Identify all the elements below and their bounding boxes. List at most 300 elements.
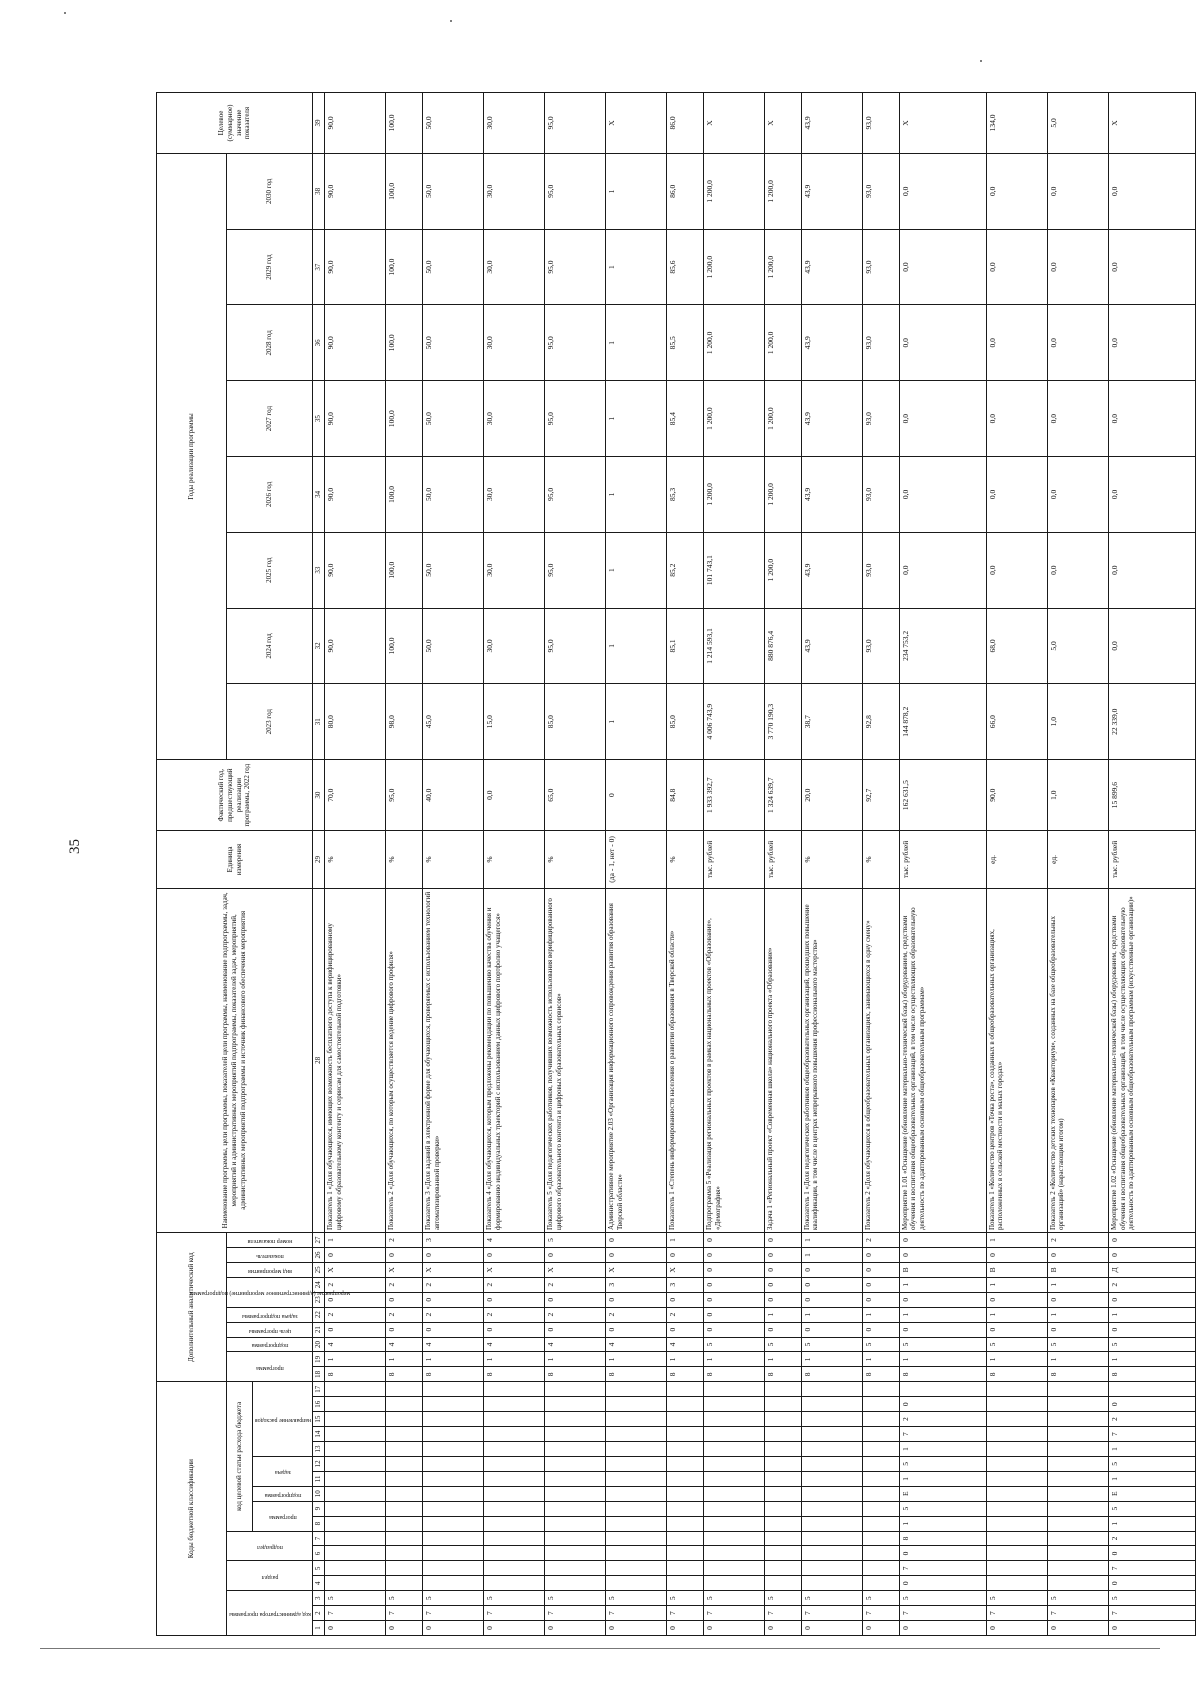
code-cell: Х (422, 1262, 483, 1277)
code-cell (483, 1576, 544, 1591)
code-cell: 0 (703, 1277, 764, 1292)
code-cell (544, 1412, 605, 1427)
code-cell: 8 (605, 1367, 666, 1382)
code-cell: 5 (544, 1233, 605, 1248)
code-cell: Х (667, 1262, 704, 1277)
code-cell: 7 (862, 1606, 899, 1621)
code-cell (483, 1427, 544, 1442)
row-year-value: 90,0 (325, 229, 386, 305)
code-cell: 5 (899, 1456, 986, 1471)
row-name: Показатель 3 «Доля заданий в электронной форме для обучающихся, проверяемых с использованием технологий автоматизированной проверки» (422, 888, 483, 1232)
code-cell: 0 (764, 1233, 801, 1248)
code-cell (386, 1471, 423, 1486)
code-cell (703, 1561, 764, 1576)
row-year-value: 85,2 (667, 532, 704, 608)
code-cell: 0 (667, 1621, 704, 1636)
code-cell: 7 (1108, 1561, 1195, 1576)
column-number-4: 4 (313, 1576, 325, 1591)
row-year-value: 30,0 (483, 381, 544, 457)
row-year-value: 1 200,0 (703, 153, 764, 229)
code-cell (986, 1397, 1047, 1412)
code-cell (667, 1382, 704, 1397)
header-year-7: 2029 год (227, 229, 313, 305)
column-number-37: 37 (313, 229, 325, 305)
row-year-value: 50,0 (422, 457, 483, 533)
column-number-30: 30 (313, 760, 325, 831)
table-row (801, 93, 862, 1636)
code-cell: 5 (1047, 1591, 1108, 1606)
row-year-value: 0,0 (986, 457, 1047, 533)
code-cell: 1 (899, 1352, 986, 1367)
code-cell (605, 1382, 666, 1397)
row-year-value: 85,5 (667, 305, 704, 381)
code-cell (386, 1561, 423, 1576)
row-year-value: 90,0 (325, 381, 386, 457)
code-cell (544, 1516, 605, 1531)
code-cell (986, 1531, 1047, 1546)
code-cell (386, 1531, 423, 1546)
code-cell (862, 1456, 899, 1471)
row-year-value: 95,0 (544, 608, 605, 684)
code-cell: 1 (544, 1352, 605, 1367)
code-cell: 5 (667, 1591, 704, 1606)
code-cell (764, 1412, 801, 1427)
column-number-7: 7 (313, 1531, 325, 1546)
code-cell (862, 1501, 899, 1516)
row-year-value: 93,0 (862, 229, 899, 305)
row-year-value: 1 200,0 (764, 153, 801, 229)
code-cell: В (986, 1262, 1047, 1277)
row-year-value: 0,0 (899, 229, 986, 305)
code-cell: 1 (899, 1277, 986, 1292)
code-cell (986, 1427, 1047, 1442)
code-cell (703, 1501, 764, 1516)
code-cell: 8 (862, 1367, 899, 1382)
row-fact-value: 20,0 (801, 760, 862, 831)
row-year-value: 50,0 (422, 608, 483, 684)
code-cell: 5 (1047, 1337, 1108, 1352)
code-cell: 1 (1108, 1352, 1195, 1367)
row-year-value: 80,0 (325, 684, 386, 760)
code-cell: 1 (801, 1233, 862, 1248)
code-cell (1047, 1412, 1108, 1427)
column-number-16: 16 (313, 1397, 325, 1412)
row-year-value: 43,9 (801, 608, 862, 684)
code-cell (483, 1456, 544, 1471)
code-cell: 1 (986, 1307, 1047, 1322)
code-cell: 0 (703, 1262, 764, 1277)
row-fact-value: 70,0 (325, 760, 386, 831)
code-cell: 5 (764, 1591, 801, 1606)
row-unit: % (325, 831, 386, 888)
code-cell (764, 1576, 801, 1591)
code-cell: 1 (801, 1307, 862, 1322)
column-number-36: 36 (313, 305, 325, 381)
column-number-38: 38 (313, 153, 325, 229)
rotated-table-sheet (156, 92, 1196, 1636)
column-number-27: 27 (313, 1233, 325, 1248)
code-cell: В (1047, 1262, 1108, 1277)
code-cell: 8 (325, 1367, 386, 1382)
row-year-value: 93,0 (862, 153, 899, 229)
code-cell (422, 1486, 483, 1501)
row-fact-value: 40,0 (422, 760, 483, 831)
row-unit: % (386, 831, 423, 888)
code-cell: 2 (422, 1277, 483, 1292)
row-year-value: 0,0 (986, 305, 1047, 381)
row-year-value: 0,0 (899, 457, 986, 533)
row-year-value: 0,0 (899, 305, 986, 381)
code-cell (544, 1456, 605, 1471)
code-cell: 8 (703, 1367, 764, 1382)
table-row (899, 93, 986, 1636)
code-cell: 0 (862, 1277, 899, 1292)
code-cell: 3 (422, 1233, 483, 1248)
code-cell (422, 1531, 483, 1546)
code-cell: 1 (986, 1233, 1047, 1248)
row-year-value: 93,0 (862, 608, 899, 684)
code-cell (605, 1397, 666, 1412)
code-cell (703, 1516, 764, 1531)
column-number-3: 3 (313, 1591, 325, 1606)
row-year-value: 1 (605, 532, 666, 608)
row-year-value: 68,0 (986, 608, 1047, 684)
row-unit: % (544, 831, 605, 888)
code-cell: 0 (422, 1621, 483, 1636)
code-cell: 7 (386, 1606, 423, 1621)
code-cell: 2 (386, 1307, 423, 1322)
column-number-23: 23 (313, 1292, 325, 1307)
row-year-value: 0,0 (986, 153, 1047, 229)
row-year-value: 43,9 (801, 153, 862, 229)
code-cell: 1 (899, 1307, 986, 1322)
code-cell (422, 1397, 483, 1412)
row-year-value: 0,0 (1047, 153, 1108, 229)
code-cell (1047, 1531, 1108, 1546)
column-number-22: 22 (313, 1307, 325, 1322)
code-cell (862, 1531, 899, 1546)
row-year-value: 22 339,0 (1108, 684, 1195, 760)
row-year-value: 90,0 (325, 532, 386, 608)
code-cell: 1 (1108, 1442, 1195, 1457)
row-target-value: Х (703, 93, 764, 154)
header-year-4: 2026 год (227, 457, 313, 533)
header-an-goal: цель программы (227, 1322, 313, 1337)
code-cell: 2 (483, 1307, 544, 1322)
code-cell: Х (544, 1262, 605, 1277)
code-cell: 1 (899, 1516, 986, 1531)
code-cell: 8 (764, 1367, 801, 1382)
header-unit: Единица измерения (157, 831, 313, 888)
table-row (986, 93, 1047, 1636)
code-cell: 4 (667, 1337, 704, 1352)
row-year-value: 100,0 (386, 229, 423, 305)
code-cell: 0 (544, 1247, 605, 1262)
code-cell: Х (605, 1262, 666, 1277)
code-cell: 1 (483, 1352, 544, 1367)
code-cell: 1 (1108, 1516, 1195, 1531)
code-cell (1047, 1442, 1108, 1457)
code-cell (605, 1576, 666, 1591)
code-cell (667, 1486, 704, 1501)
header-year-1: 2023 год (227, 684, 313, 760)
table-row (325, 93, 386, 1636)
code-cell (986, 1412, 1047, 1427)
code-cell: 0 (1108, 1233, 1195, 1248)
code-cell (667, 1456, 704, 1471)
code-cell (325, 1576, 386, 1591)
row-year-value: 50,0 (422, 305, 483, 381)
code-cell (483, 1397, 544, 1412)
code-cell (862, 1397, 899, 1412)
header-an-measure: мероприятие (административное мероприятие) подпрограммы (227, 1277, 313, 1307)
row-year-value: 93,0 (862, 532, 899, 608)
row-year-value: 95,0 (544, 153, 605, 229)
code-cell: 8 (386, 1367, 423, 1382)
code-cell (422, 1427, 483, 1442)
code-cell: 0 (544, 1292, 605, 1307)
row-name: Мероприятие 1.02 «Оснащение (обновление материально-технической базы) оборудованием, средствами обучения и воспитания общеобразовательных организаций, в том числе осуществляющих образовательную деятельность по адаптированным основным общеобразовательным программам (искусственные организации)» (1108, 888, 1195, 1232)
code-cell (1047, 1382, 1108, 1397)
row-year-value: 90,0 (325, 153, 386, 229)
code-cell (325, 1501, 386, 1516)
code-cell: 0 (986, 1292, 1047, 1307)
code-cell (801, 1546, 862, 1561)
code-cell (544, 1486, 605, 1501)
table-row (703, 93, 764, 1636)
row-fact-value: 90,0 (986, 760, 1047, 831)
code-cell: 5 (1108, 1591, 1195, 1606)
row-year-value: 1 200,0 (703, 305, 764, 381)
row-unit: % (422, 831, 483, 888)
code-cell (386, 1516, 423, 1531)
code-cell: 7 (483, 1606, 544, 1621)
row-target-value: 90,0 (325, 93, 386, 154)
code-cell (862, 1546, 899, 1561)
code-cell: 4 (483, 1337, 544, 1352)
row-name: Показатель 2 «Количество детских технопарков «Кванториум», созданных на базе общеобразовательных организаций» (нарастающим итогом) (1047, 888, 1108, 1232)
code-cell (801, 1531, 862, 1546)
code-cell: 1 (605, 1352, 666, 1367)
row-year-value: 0,0 (986, 229, 1047, 305)
code-cell (801, 1471, 862, 1486)
row-year-value: 30,0 (483, 532, 544, 608)
code-cell: 7 (899, 1427, 986, 1442)
table-row (764, 93, 801, 1636)
row-year-value: 85,3 (667, 457, 704, 533)
row-target-value: 86,0 (667, 93, 704, 154)
row-year-value: 234 753,2 (899, 608, 986, 684)
column-number-1: 1 (313, 1621, 325, 1636)
code-cell: 0 (862, 1262, 899, 1277)
row-year-value: 1 (605, 684, 666, 760)
code-cell (605, 1546, 666, 1561)
code-cell: 2 (1108, 1412, 1195, 1427)
code-cell (422, 1382, 483, 1397)
code-cell (483, 1412, 544, 1427)
code-cell: 7 (801, 1606, 862, 1621)
code-cell (986, 1442, 1047, 1457)
code-cell (764, 1442, 801, 1457)
program-table (156, 92, 1196, 1636)
code-cell (325, 1516, 386, 1531)
column-number-8: 8 (313, 1516, 325, 1531)
code-cell: 0 (605, 1247, 666, 1262)
code-cell (899, 1382, 986, 1397)
column-number-13: 13 (313, 1442, 325, 1457)
code-cell: 4 (483, 1233, 544, 1248)
code-cell: 5 (422, 1591, 483, 1606)
code-cell (605, 1442, 666, 1457)
row-name: Административное мероприятие 2.03 «Организация информационного сопровождения развития образования Тверской области» (605, 888, 666, 1232)
code-cell: 5 (483, 1591, 544, 1606)
row-fact-value: 95,0 (386, 760, 423, 831)
row-name: Показатель 2 «Доля обучающихся в общеобразовательных организациях, занимающихся в одну смену» (862, 888, 899, 1232)
code-cell (325, 1486, 386, 1501)
code-cell (386, 1501, 423, 1516)
code-cell (801, 1576, 862, 1591)
code-cell (605, 1427, 666, 1442)
code-cell: 0 (764, 1292, 801, 1307)
row-unit: тыс. рублей (1108, 831, 1195, 888)
code-cell: 0 (801, 1262, 862, 1277)
row-year-value: 0,0 (1108, 153, 1195, 229)
code-cell: 0 (667, 1247, 704, 1262)
code-cell (703, 1531, 764, 1546)
code-cell (986, 1546, 1047, 1561)
row-name: Показатель 1 «Доля обучающихся, имеющих возможность бесплатного доступа к верифицированному цифровому образовательному контенту и сервисам для самостоятельной подготовки» (325, 888, 386, 1232)
column-number-12: 12 (313, 1456, 325, 1471)
code-cell (801, 1516, 862, 1531)
code-cell: 2 (544, 1307, 605, 1322)
column-number-9: 9 (313, 1501, 325, 1516)
code-cell: 0 (1047, 1322, 1108, 1337)
code-cell: 1 (1108, 1307, 1195, 1322)
column-number-17: 17 (313, 1382, 325, 1397)
code-cell: 0 (483, 1292, 544, 1307)
code-cell: 0 (483, 1247, 544, 1262)
code-cell (544, 1471, 605, 1486)
row-year-value: 30,0 (483, 457, 544, 533)
row-unit: тыс. рублей (764, 831, 801, 888)
code-cell (764, 1531, 801, 1546)
row-year-value: 90,0 (325, 608, 386, 684)
code-cell: 7 (605, 1606, 666, 1621)
code-cell: 2 (483, 1277, 544, 1292)
row-year-value: 1 200,0 (764, 457, 801, 533)
code-cell (986, 1456, 1047, 1471)
column-number-18: 18 (313, 1367, 325, 1382)
code-cell: 0 (801, 1621, 862, 1636)
row-fact-value: 65,0 (544, 760, 605, 831)
row-name: Показатель 2 «Доля обучающихся, по которым осуществляется ведение цифрового профиля» (386, 888, 423, 1232)
code-cell (422, 1501, 483, 1516)
code-cell (703, 1382, 764, 1397)
code-cell (801, 1412, 862, 1427)
code-cell (986, 1382, 1047, 1397)
row-year-value: 43,9 (801, 381, 862, 457)
code-cell (703, 1427, 764, 1442)
code-cell (386, 1397, 423, 1412)
code-cell: 0 (544, 1621, 605, 1636)
code-cell: 5 (986, 1337, 1047, 1352)
code-cell (764, 1486, 801, 1501)
code-cell: 0 (605, 1621, 666, 1636)
code-cell (544, 1427, 605, 1442)
code-cell (862, 1516, 899, 1531)
code-cell: 0 (862, 1621, 899, 1636)
scan-speck (980, 60, 982, 62)
code-cell (986, 1471, 1047, 1486)
code-cell: 4 (544, 1337, 605, 1352)
code-cell (862, 1561, 899, 1576)
code-cell: 0 (801, 1292, 862, 1307)
code-cell (605, 1412, 666, 1427)
code-cell (862, 1576, 899, 1591)
code-cell: 0 (1047, 1292, 1108, 1307)
code-cell (667, 1561, 704, 1576)
code-cell: 8 (544, 1367, 605, 1382)
row-year-value: 50,0 (422, 532, 483, 608)
column-number-19: 19 (313, 1352, 325, 1367)
header-subsection: подраздел (227, 1531, 313, 1561)
code-cell (1047, 1427, 1108, 1442)
code-cell: 0 (986, 1621, 1047, 1636)
code-cell: 5 (801, 1337, 862, 1352)
row-unit: тыс. рублей (703, 831, 764, 888)
header-fact-year: Фактический год, предшествующий реализации программы, 2022 год (157, 760, 313, 831)
row-year-value: 43,9 (801, 457, 862, 533)
code-cell: 0 (703, 1233, 764, 1248)
code-cell (667, 1576, 704, 1591)
row-year-value: 1 (605, 153, 666, 229)
column-number-15: 15 (313, 1412, 325, 1427)
code-cell: 0 (764, 1621, 801, 1636)
code-cell: 8 (483, 1367, 544, 1382)
row-year-value: 15,0 (483, 684, 544, 760)
code-cell: 0 (605, 1292, 666, 1307)
column-number-11: 11 (313, 1471, 325, 1486)
code-cell: 0 (764, 1277, 801, 1292)
code-cell: 7 (764, 1606, 801, 1621)
row-year-value: 85,1 (667, 608, 704, 684)
row-name: Показатель 4 «Доля обучающихся, которым предложены рекомендации по повышению качества обучения и формированию индивидуальных траекторий с использованием данных цифрового портфолио учащегося» (483, 888, 544, 1232)
code-cell (325, 1382, 386, 1397)
header-year-3: 2025 год (227, 532, 313, 608)
code-cell (703, 1456, 764, 1471)
code-cell: 5 (801, 1591, 862, 1606)
table-row (422, 93, 483, 1636)
row-year-value: 1 (605, 608, 666, 684)
code-cell (801, 1442, 862, 1457)
row-year-value: 101 743,1 (703, 532, 764, 608)
code-cell: 1 (1047, 1277, 1108, 1292)
code-cell: 0 (801, 1322, 862, 1337)
code-cell: 2 (325, 1307, 386, 1322)
row-year-value: 0,0 (1108, 229, 1195, 305)
code-cell (1047, 1397, 1108, 1412)
column-number-28: 28 (313, 888, 325, 1232)
code-cell: 1 (325, 1352, 386, 1367)
code-cell: 0 (605, 1233, 666, 1248)
code-cell: 2 (1108, 1531, 1195, 1546)
code-cell (422, 1456, 483, 1471)
row-year-value: 1 200,0 (764, 532, 801, 608)
row-fact-value: 1,0 (1047, 760, 1108, 831)
code-cell: 2 (386, 1277, 423, 1292)
code-cell (544, 1442, 605, 1457)
code-cell: 0 (1047, 1247, 1108, 1262)
